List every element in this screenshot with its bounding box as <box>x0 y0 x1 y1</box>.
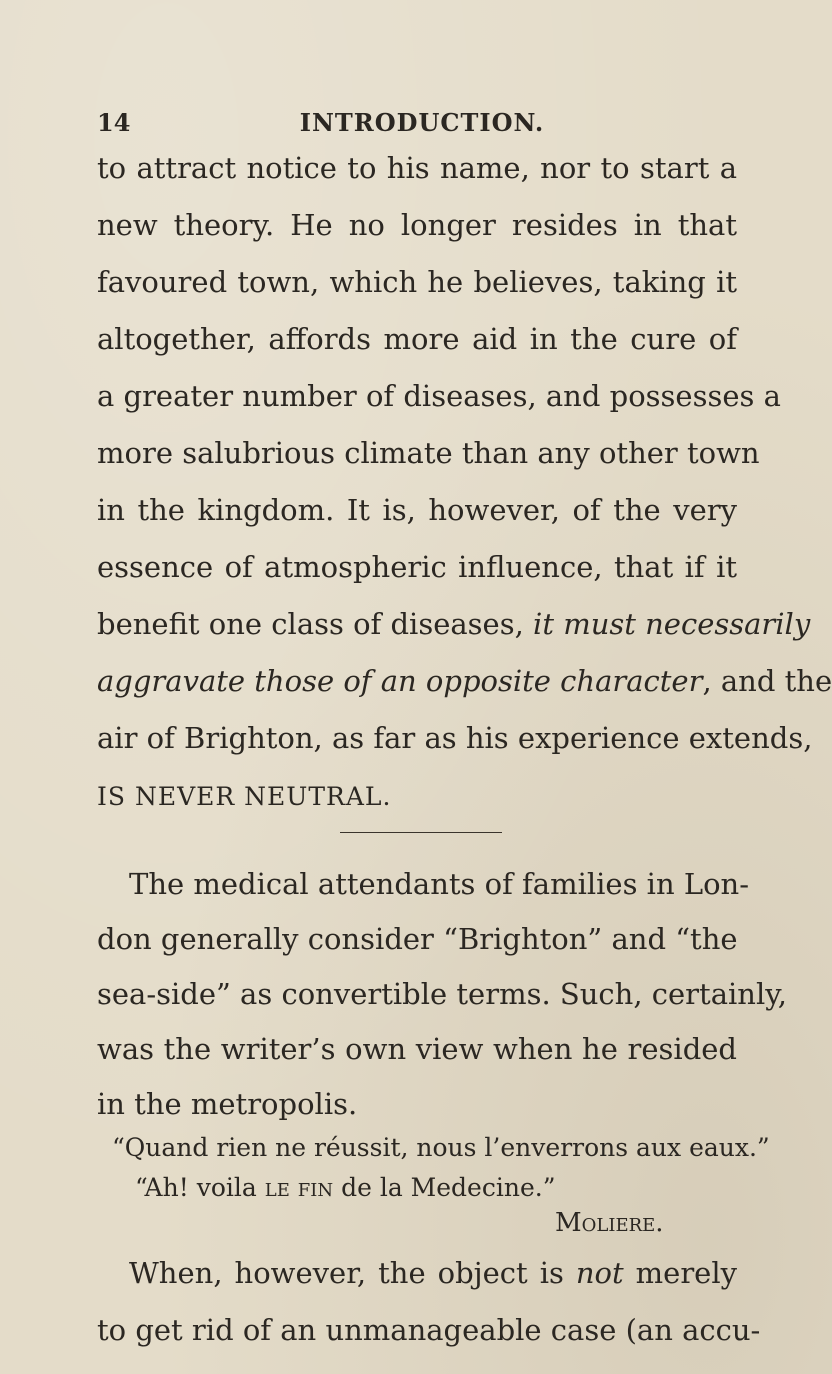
text-span: , and the <box>702 664 832 698</box>
text-line <box>97 663 832 699</box>
smallcaps-text: le fin <box>264 1173 334 1202</box>
text-line <box>97 606 811 642</box>
running-head: INTRODUCTION. <box>299 108 545 137</box>
text-line: in the metropolis. <box>97 1087 358 1121</box>
text-line: to attract notice to his name, nor to start a <box>97 151 737 185</box>
text-line: sea-side” as convertible terms. Such, certainly, <box>97 977 787 1011</box>
text-line: altogether, affords more aid in the cure of <box>97 322 737 356</box>
text-line: essence of atmospheric influence, that if it <box>97 550 737 584</box>
text-span: merely <box>623 1256 738 1290</box>
text-line: new theory. He no longer resides in that <box>97 208 737 242</box>
text-span: de la Medecine.” <box>333 1173 556 1202</box>
text-line: more salubrious climate than any other town <box>97 436 760 470</box>
text-span: “Ah! voila <box>135 1173 265 1202</box>
italic-emphasis: it must necessarily <box>533 607 811 641</box>
text-span: When, however, the object is <box>129 1256 576 1290</box>
text-span: benefit one class of diseases, <box>97 607 534 641</box>
text-line: air of Brighton, as far as his experience extends, <box>97 721 813 755</box>
text-line: don generally consider “Brighton” and “the <box>97 922 738 956</box>
page-header <box>97 108 747 148</box>
text-line: a greater number of diseases, and possesses a <box>97 379 781 413</box>
italic-emphasis: aggravate those of an opposite character <box>97 664 703 698</box>
italic-emphasis: not <box>575 1256 624 1290</box>
section-divider <box>340 832 502 833</box>
text-line: to get rid of an unmanageable case (an accu- <box>97 1313 761 1347</box>
quotation-line <box>135 1172 555 1204</box>
text-line: The medical attendants of families in Lon- <box>129 867 750 901</box>
text-line: was the writer’s own view when he resided <box>97 1032 737 1066</box>
text-line-emphatic: IS NEVER NEUTRAL. <box>97 782 392 811</box>
quotation-line: “Quand rien ne réussit, nous l’enverrons aux eaux.” <box>112 1133 770 1162</box>
page-number: 14 <box>97 108 131 137</box>
quotation-attribution: Moliere. <box>555 1208 664 1238</box>
text-line: in the kingdom. It is, however, of the very <box>97 493 737 527</box>
text-line: favoured town, which he believes, taking it <box>97 265 737 299</box>
text-line <box>129 1255 737 1291</box>
